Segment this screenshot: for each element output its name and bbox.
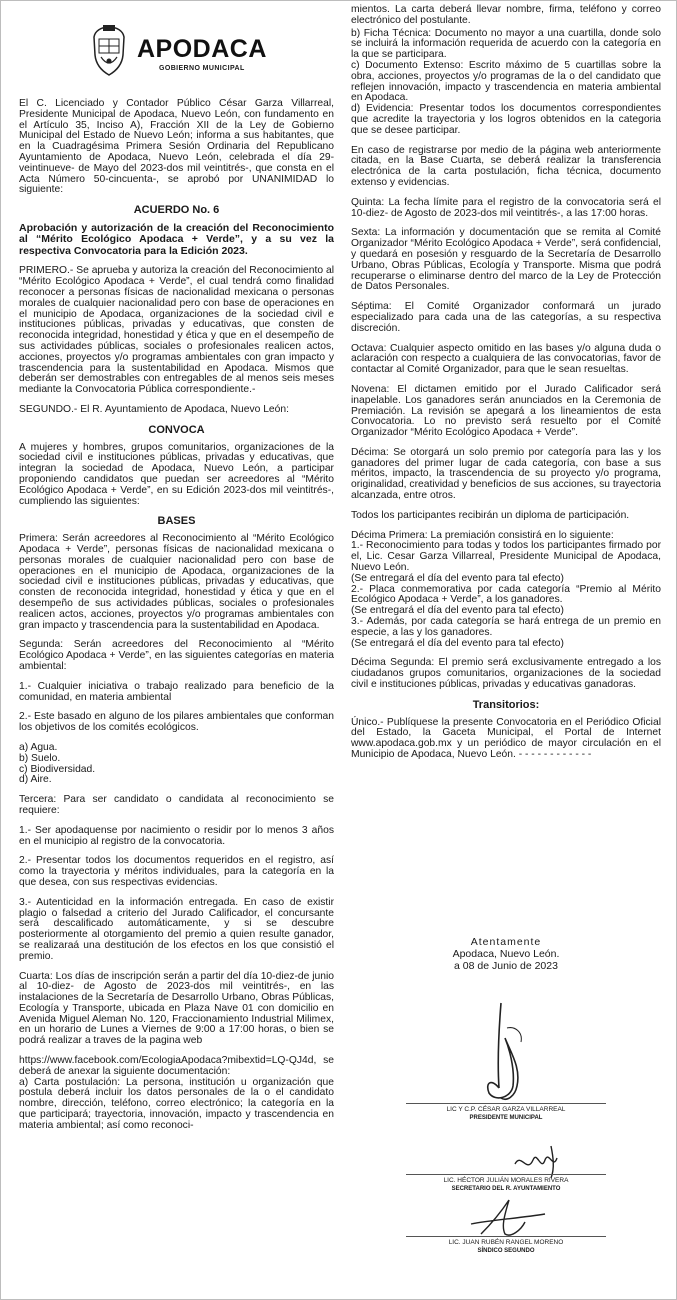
category-2: 2.- Este basado en alguno de los pilares ambientales que conforman los objetivos de los comités ecológicos.	[19, 711, 334, 734]
septima-paragraph: Séptima: El Comité Organizador conformará un jurado especializado para cada una de las categorías, a su respectiva discreción.	[351, 301, 661, 334]
prize-3-note: (Se entregará el día del evento para tal efecto)	[351, 637, 564, 649]
prize-3: 3.- Además, por cada categoría se hará entrega de un premio en especie, a las y los ganadores.	[351, 616, 661, 638]
document-b: b) Ficha Técnica: Documento no mayor a una cuartilla, donde solo se incluirá la información requerida de acuerdo con la categoría en la que se participara.	[351, 27, 661, 61]
signature-line	[406, 1236, 606, 1237]
primera-paragraph: Primera: Serán acreedores al Reconocimiento al “Mérito Ecológico Apodaca + Verde”, personas físicas de nacionalidad mexicana o personas morales de cualquier nacionalidad pero con base de operaciones en el municipio de Apodaca, organizaciones de la sociedad civil e instituciones públicas, privadas y educativas, que consten de reconocida integridad, honestidad y ética y que en el desempeño de sus actividades públicas, sociales o profesionales realicen actos, acciones, proyectos y/o programas ambientales con gran impacto y trascendencia para la sustentabilidad en Apodaca.	[19, 533, 334, 631]
segundo-paragraph: SEGUNDO.- El R. Ayuntamiento de Apodaca, Nuevo León:	[19, 404, 289, 416]
left-column	[19, 99, 334, 1132]
signature-area	[351, 936, 661, 1276]
diploma-paragraph: Todos los participantes recibirán un diploma de participación.	[351, 509, 630, 521]
sexta-paragraph: Sexta: La información y documentación que se remita al Comité Organizador “Mérito Ecológico Apodaca + Verde”, será confidencial, y quedará en posesión y resguardo de la Secretaría de Desarrollo Urbano, Obras Públicas, Ecología y Transporte. Misma que podrá recuperarse o eliminarse dentro del marco de la Ley de Protección de Datos Personales.	[351, 227, 661, 293]
octava-paragraph: Octava: Cualquier aspecto omitido en las bases y/o alguna duda o aclaración con respecto a cualquiera de las convocatorias, favor de contactar al Comité Organizador, para que le sean resueltas.	[351, 342, 661, 376]
prize-2: 2.- Placa conmemorativa por cada categoría “Premio al Mérito Ecológico Apodaca + Verde”, a los ganadores.	[351, 583, 661, 606]
decima-paragraph: Décima: Se otorgará un solo premio por categoría para las y los ganadores del primer lugar de cada categoría, con base a sus méritos, impacto, la trascendencia de su proyecto y/o programa, originalidad, creatividad y beneficios de sus acciones, su trayectoria alcanzada, entre otros.	[351, 446, 661, 502]
signature-line	[406, 1103, 606, 1104]
signature-3-icon	[461, 1194, 551, 1240]
novena-paragraph: Novena: El dictamen emitido por el Jurado Calificador será inapelable. Los ganadores serán anunciados en la Ceremonia de Premiación. La revisión se apegará a los lineamientos de esta Convocatoria. Lo no previsto será resuelto por el Comité Organizador “Mérito Ecológico Apodaca + Verde”.	[351, 383, 661, 439]
requirement-1: 1.- Ser apodaquense por nacimiento o residir por lo menos 3 años en el municipio al registro de la convocatoria.	[19, 824, 334, 847]
cuarta-continuation: https://www.facebook.com/EcologiaApodaca?mibextid=LQ-QJ4d, se deberá de anexar la siguiente documentación:	[19, 1055, 334, 1077]
requirement-3: 3.- Autenticidad en la información entregada. En caso de existir plagio o falsedad a criterio del Jurado Calificador, el concursante será descalificado automáticamente, y si se descubre posteriormente al otorgamiento del premio a quien resulte ganador, se realizaraá una destitución de los efectos en los que consistió el premio.	[19, 896, 334, 962]
primero-paragraph: PRIMERO.- Se aprueba y autoriza la creación del Reconocimiento al “Mérito Ecológico Apodaca + Verde”, el cual tendrá como finalidad reconocer a personas físicas de nacionalidad mexicana o personas morales de cualquier nacionalidad pero con base de operaciones en el municipio de Apodaca, organizaciones de la sociedad civil e instituciones públicas, privadas y educativas, que consten de reconocida integridad, honestidad y ética y que en el desempeño de sus actividades públicas, sociales o profesionales realicen actos, acciones, proyectos y/o programas ambientales con gran impacto y trascendencia para la sustentabilidad en Apodaca. Mismos que deberán ser demostrables con entregables de al menos seis meses mediante la Convocatoria Pública correspondiente.-	[19, 265, 334, 396]
signatory-name: LIC. HÉCTOR JULIÁN MORALES RIVERA	[443, 1177, 569, 1184]
signatory-role: SECRETARIO DEL R. AYUNTAMIENTO	[451, 1186, 561, 1192]
convoca-title: CONVOCA	[148, 423, 205, 436]
convoca-paragraph: A mujeres y hombres, grupos comunitarios, organizaciones de la sociedad civil e instituciones públicas, privadas y educativas, que integran la sociedad de Apodaca, Nuevo León, a participar proponiendo candidatos que puedan ser acreedores al “Mérito Ecológico Apodaca + Verde”, en su Edición 2023-dos mil veintitrés-, cumpliendo las siguientes:	[19, 441, 334, 507]
document-a: a) Carta postulación: La persona, institución u organización que postula deberá incluir los datos personales de la o el candidato nombre, dirección, teléfono, correo electrónico; la categoría en la que participará; trayectoria, innovación, impacto y trascendencia en materia ambiental; así como reconoci-	[19, 1076, 334, 1131]
brand-title: APODACA	[137, 35, 267, 63]
transitorios-title: Transitorios:	[472, 698, 540, 711]
tercera-paragraph: Tercera: Para ser candidato o candidata al reconocimiento se requiere:	[19, 794, 334, 816]
brand-subtitle: GOBIERNO MUNICIPAL	[159, 65, 245, 72]
prize-1-note: (Se entregará el día del evento para tal efecto)	[351, 572, 564, 584]
signature-line	[406, 1174, 606, 1175]
cuarta-paragraph: Cuarta: Los días de inscripción serán a partir del día 10-diez-de junio al 10-diez- de Agosto de 2023-dos mil veintitrés-, en las instalaciones de la Secretaría de Desarrollo Urbano, Obras Públicas, Ecología y Transporte, ubicada en Plaza Nave 01 con domicilio en Avenida Miguel Aleman No. 120, Fraccionamiento Industrial Milimex, en un horario de Lunes a Viernes de 9:00 a 17:00 horas, o bien se podrá realizar a traves de la pagina web	[19, 970, 334, 1047]
closing-atentamente: Atentamente	[470, 936, 542, 948]
header	[89, 25, 289, 85]
document-a-continuation: mientos. La carta deberá llevar nombre, firma, teléfono y correo electrónico del postulante.	[351, 4, 661, 26]
pillar-item: d) Aire.	[19, 774, 52, 786]
signatory-role: SÍNDICO SEGUNDO	[477, 1248, 535, 1254]
pillar-item: b) Suelo.	[19, 752, 61, 764]
quinta-paragraph: Quinta: La fecha límite para el registro de la convocatoria será el 10-diez- de Agosto de 2023-dos mil veintitrés-, a las 17:00 horas.	[351, 196, 661, 219]
prize-1: 1.- Reconocimiento para todas y todos los participantes firmado por el, Lic. Cesar Garza Villarreal, Presidente Municipal de Apodaca, Nuevo León.	[351, 540, 661, 574]
acuerdo-subtitle: Aprobación y autorización de la creación del Reconocimiento al “Mérito Ecológico Apodaca + Verde”, y a su vez la respectiva Convocatoria para la Edición 2023.	[19, 221, 334, 257]
unico-paragraph: Único.- Publíquese la presente Convocatoria en el Periódico Oficial del Estado, la Gaceta Municipal, el Portal de Internet www.apodaca.gob.mx y un periódico de mayor circulación en el Municipio de Apodaca, Nuevo León. - - - - - - - - - - - -	[351, 716, 661, 761]
signatory-role: PRESIDENTE MUNICIPAL	[469, 1115, 543, 1121]
acuerdo-title: ACUERDO No. 6	[133, 204, 220, 217]
document-c: c) Documento Extenso: Escrito máximo de 5 cuartillas sobre la obra, acciones, proyectos y/o programas de la o del candidato que reflejen innovación, impacto y trascendencia en materia ambiental en Apodaca.	[351, 59, 661, 104]
closing-date: a 08 de Junio de 2023	[454, 960, 558, 972]
pillar-item: c) Biodiversidad.	[19, 763, 96, 775]
intro-paragraph: El C. Licenciado y Contador Público César Garza Villarreal, Presidente Municipal de Apodaca, Nuevo León, con fundamento en el Artículo 35, Inciso A), Fracción XII de la Ley de Gobierno Municipal del Estado de Nuevo León; informa a sus habitantes, que en la Cuadragésima Primera Sesión Ordinaria del Republicano Ayuntamiento de Apodaca, Nuevo León, celebrada el día 29-veintinueve- de Mayo del 2023-dos mil veintitrés-, que consta en el Acta Número 50-cincuenta-, se aprobó por UNANIMIDAD lo siguiente:	[19, 98, 334, 196]
prize-2-note: (Se entregará el día del evento para tal efecto)	[351, 605, 564, 617]
decima-primera-paragraph: Décima Primera: La premiación consistirá en lo siguiente:	[351, 529, 614, 541]
signature-1-icon	[471, 998, 541, 1108]
municipal-seal-icon	[89, 25, 129, 77]
document-d: d) Evidencia: Presentar todos los documentos correspondientes que acredite la trayectoria y los logros obtenidos en la categoria que se desee participar.	[351, 103, 661, 136]
pillar-item: a) Agua.	[19, 741, 58, 753]
signatory-name: LIC Y C.P. CÉSAR GARZA VILLARREAL	[446, 1106, 566, 1113]
signatory-name: LIC. JUAN RUBÉN RANGEL MORENO	[448, 1239, 564, 1246]
closing-block	[351, 936, 661, 972]
requirement-2: 2.- Presentar todos los documentos requeridos en el registro, así como la trayectoria y méritos individuales, para la categoría en la que desea, con sus respectivas evidencias.	[19, 855, 334, 888]
segunda-paragraph: Segunda: Serán acreedores del Reconocimiento al “Mérito Ecológico Apodaca + Verde”, en las siguientes categorías en materia ambiental:	[19, 639, 334, 672]
web-registration-note: En caso de registrarse por medio de la página web anteriormente citada, en la Base Cuarta, se deberá realizar la transferencia electrónica de la carta postulación, ficha técnica, documento extenso y evidencias.	[351, 144, 661, 188]
category-1: 1.- Cualquier iniciativa o trabajo realizado para beneficio de la comunidad, en materia ambiental	[19, 680, 334, 703]
decima-segunda-paragraph: Décima Segunda: El premio será exclusivamente entregado a los ciudadanos grupos comunitarios, organizaciones de la sociedad civil e instituciones públicas, privadas y educativas ganadoras.	[351, 657, 661, 691]
right-column	[351, 5, 661, 770]
bases-title: BASES	[157, 515, 196, 528]
closing-place: Apodaca, Nuevo León.	[452, 948, 560, 960]
